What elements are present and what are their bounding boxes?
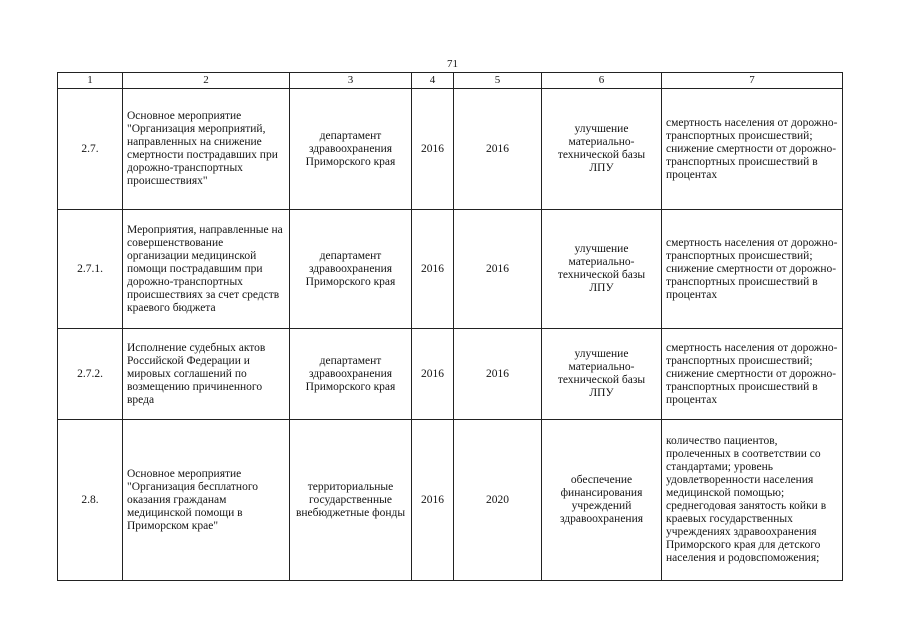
expected-result: улучшение материально-технической базы ЛПУ: [542, 89, 662, 210]
column-header: 1: [58, 73, 123, 89]
column-header: 2: [123, 73, 290, 89]
table-row: [58, 420, 843, 581]
start-year: 2016: [412, 329, 454, 420]
row-number: 2.7.1.: [58, 210, 123, 329]
column-number-row: [58, 73, 843, 89]
expected-result: обеспечение финансирования учреждений здравоохранения: [542, 420, 662, 581]
event-name: Основное мероприятие "Организация бесплатного оказания гражданам медицинской помощи в Приморском крае": [123, 420, 290, 581]
row-number: 2.8.: [58, 420, 123, 581]
indicators: смертность населения от дорожно-транспортных происшествий; снижение смертности от дорожно-транспортных происшествий в процентах: [662, 210, 843, 329]
start-year: 2016: [412, 420, 454, 581]
table-row: [58, 89, 843, 210]
column-header: 7: [662, 73, 843, 89]
executor: департамент здравоохранения Приморского края: [290, 89, 412, 210]
end-year: 2016: [454, 210, 542, 329]
expected-result: улучшение материально-технической базы ЛПУ: [542, 329, 662, 420]
column-header: 5: [454, 73, 542, 89]
end-year: 2020: [454, 420, 542, 581]
row-number: 2.7.2.: [58, 329, 123, 420]
start-year: 2016: [412, 89, 454, 210]
executor: департамент здравоохранения Приморского края: [290, 210, 412, 329]
column-header: 6: [542, 73, 662, 89]
indicators: смертность населения от дорожно-транспортных происшествий; снижение смертности от дорожно-транспортных происшествий в процентах: [662, 89, 843, 210]
column-header: 3: [290, 73, 412, 89]
event-name: Мероприятия, направленные на совершенствование организации медицинской помощи пострадавшим при дорожно-транспортных происшествиях за счет средств краевого бюджета: [123, 210, 290, 329]
indicators: количество пациентов, пролеченных в соответствии со стандартами; уровень удовлетворенности населения медицинской помощью; среднегодовая занятость койки в краевых государственных учреждениях здравоохранения Приморского края для детского населения и родовспоможения;: [662, 420, 843, 581]
table-row: [58, 329, 843, 420]
column-header: 4: [412, 73, 454, 89]
page-number: 71: [447, 58, 458, 70]
executor: департамент здравоохранения Приморского края: [290, 329, 412, 420]
row-number: 2.7.: [58, 89, 123, 210]
end-year: 2016: [454, 89, 542, 210]
executor: территориальные государственные внебюджетные фонды: [290, 420, 412, 581]
indicators: смертность населения от дорожно-транспортных происшествий; снижение смертности от дорожно-транспортных происшествий в процентах: [662, 329, 843, 420]
program-table: [57, 72, 843, 581]
expected-result: улучшение материально-технической базы ЛПУ: [542, 210, 662, 329]
event-name: Основное мероприятие "Организация мероприятий, направленных на снижение смертности пострадавших при дорожно-транспортных происшествиях": [123, 89, 290, 210]
event-name: Исполнение судебных актов Российской Федерации и мировых соглашений по возмещению причиненного вреда: [123, 329, 290, 420]
table-row: [58, 210, 843, 329]
start-year: 2016: [412, 210, 454, 329]
end-year: 2016: [454, 329, 542, 420]
